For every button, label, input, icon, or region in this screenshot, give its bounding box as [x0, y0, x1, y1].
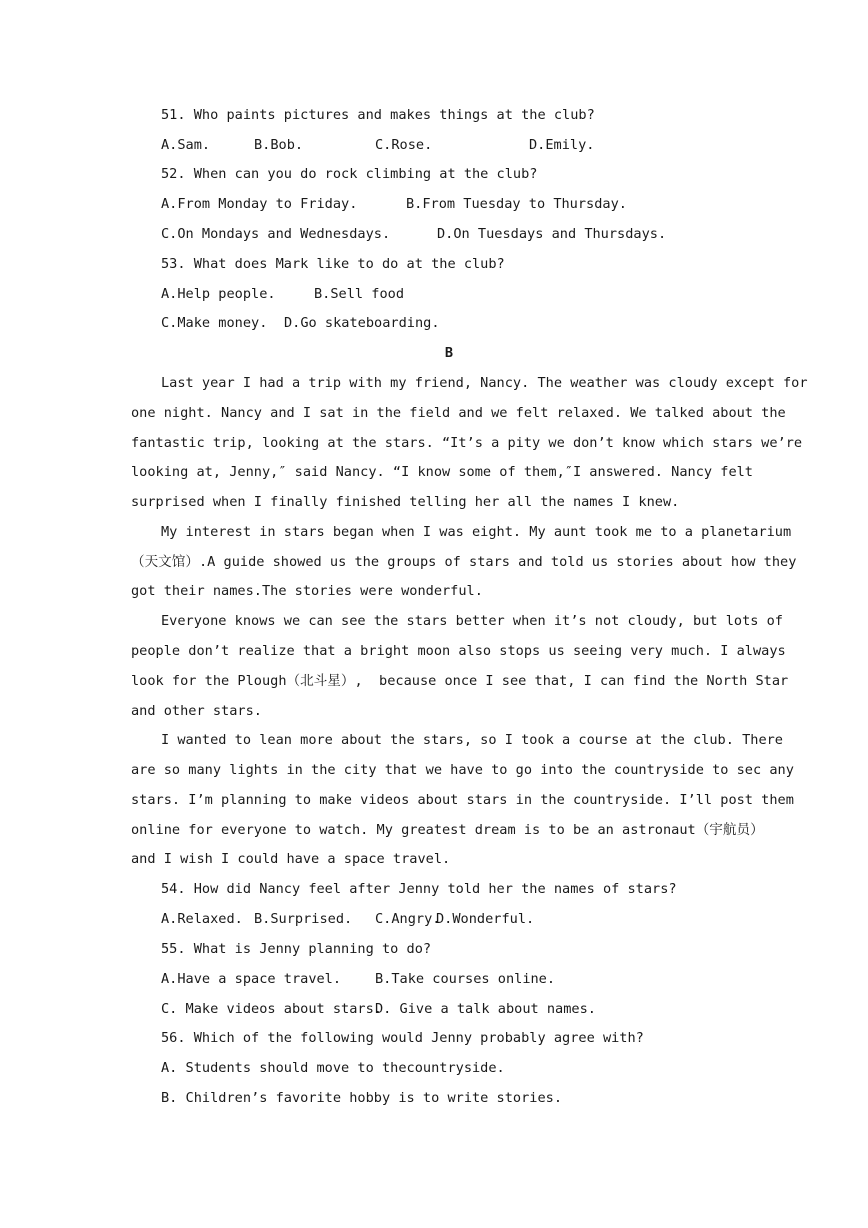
passage-p4-line-4: online for everyone to watch. My greatest dream is to be an astronaut（宇航员） [131, 822, 764, 838]
passage-p1-line-4: looking at, Jenny,″ said Nancy. “I know some of them,″I answered. Nancy felt [131, 464, 753, 480]
q52-option-d: D.On Tuesdays and Thursdays. [437, 226, 667, 242]
q52-option-a: A.From Monday to Friday. [161, 196, 358, 212]
q56-option-a: A. Students should move to thecountryside. [161, 1060, 505, 1076]
q55-option-c: C. Make videos about stars. [161, 1001, 382, 1017]
q52-option-b: B.From Tuesday to Thursday. [406, 196, 627, 212]
passage-p4-line-2: are so many lights in the city that we have to go into the countryside to sec any [131, 762, 794, 778]
question-51-stem: 51. Who paints pictures and makes things at the club? [161, 107, 595, 123]
q51-option-b: B.Bob. [254, 137, 304, 153]
passage-p3-line-2: people don’t realize that a bright moon also stops us seeing very much. I always [131, 643, 786, 659]
question-53-stem: 53. What does Mark like to do at the club? [161, 256, 505, 272]
q54-option-a: A.Relaxed. [161, 911, 243, 927]
q55-option-b: B.Take courses online. [375, 971, 556, 987]
passage-p3-line-3: look for the Plough（北斗星）, because once I see that, I can find the North Star [131, 673, 789, 689]
passage-p4-line-5: and I wish I could have a space travel. [131, 851, 451, 867]
passage-p4-line-1: I wanted to lean more about the stars, so I took a course at the club. There [161, 732, 783, 748]
question-54-stem: 54. How did Nancy feel after Jenny told her the names of stars? [161, 881, 677, 897]
q53-option-d: D.Go skateboarding. [284, 315, 440, 331]
passage-p2-line-1: My interest in stars began when I was eight. My aunt took me to a planetarium [161, 524, 792, 540]
q51-option-d: D.Emily. [529, 137, 595, 153]
passage-p4-line-3: stars. I’m planning to make videos about stars in the countryside. I’ll post them [131, 792, 794, 808]
section-b-heading: B [444, 345, 454, 361]
q56-option-b: B. Children’s favorite hobby is to write stories. [161, 1090, 563, 1106]
q54-option-b: B.Surprised. [254, 911, 353, 927]
question-55-stem: 55. What is Jenny planning to do? [161, 941, 432, 957]
q55-option-d: D. Give a talk about names. [375, 1001, 596, 1017]
passage-p1-line-3: fantastic trip, looking at the stars. “It’s a pity we don’t know which stars we’re [131, 435, 803, 451]
q51-option-a: A.Sam. [161, 137, 211, 153]
q51-option-c: C.Rose. [375, 137, 433, 153]
q54-option-c: C.Angry. [375, 911, 441, 927]
q54-option-d: D.Wonderful. [436, 911, 535, 927]
passage-p3-line-1: Everyone knows we can see the stars better when it’s not cloudy, but lots of [161, 613, 783, 629]
q53-option-b: B.Sell food [314, 286, 405, 302]
q53-option-a: A.Help people. [161, 286, 276, 302]
passage-p2-line-3: got their names.The stories were wonderful. [131, 583, 483, 599]
question-52-stem: 52. When can you do rock climbing at the club? [161, 166, 538, 182]
passage-p1-line-5: surprised when I finally finished telling her all the names I knew. [131, 494, 680, 510]
q52-option-c: C.On Mondays and Wednesdays. [161, 226, 391, 242]
q55-option-a: A.Have a space travel. [161, 971, 342, 987]
q53-option-c: C.Make money. [161, 315, 268, 331]
question-56-stem: 56. Which of the following would Jenny probably agree with? [161, 1030, 644, 1046]
passage-p1-line-1: Last year I had a trip with my friend, Nancy. The weather was cloudy except for [161, 375, 808, 391]
passage-p2-line-2: （天文馆）.A guide showed us the groups of stars and told us stories about how they [131, 554, 797, 570]
passage-p1-line-2: one night. Nancy and I sat in the field and we felt relaxed. We talked about the [131, 405, 786, 421]
passage-p3-line-4: and other stars. [131, 703, 262, 719]
